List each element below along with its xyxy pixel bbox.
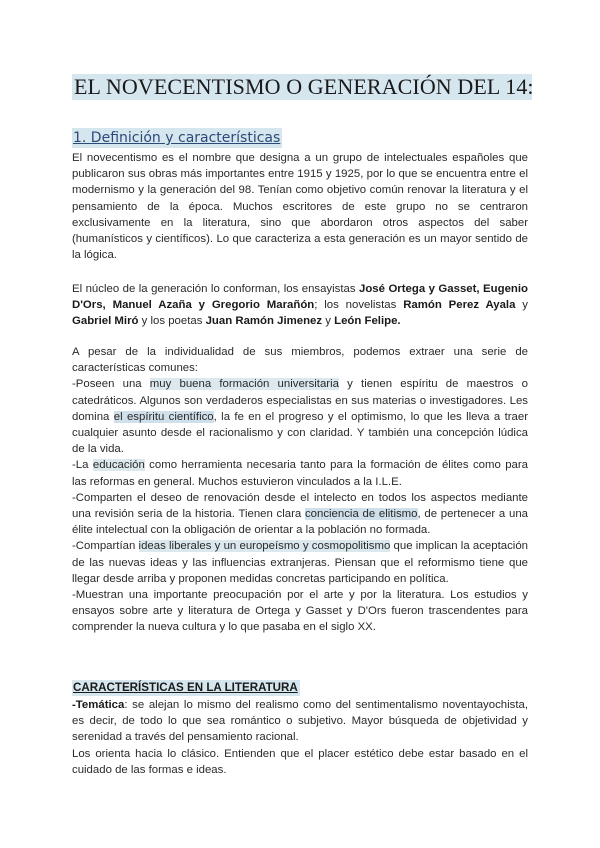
bold-author: Gabriel Miró <box>72 315 139 328</box>
highlight: el espíritu científico <box>113 410 214 423</box>
section-heading-definition: 1. Definición y características <box>73 130 281 146</box>
text-run: El núcleo de la generación lo conforman, los ensayistas <box>72 283 360 295</box>
bold-author: León Felipe. <box>334 315 401 328</box>
characteristic-item: -Muestran una importante preocupación por el arte y por la literatura. Los estudios y ensayos sobre arte y literatura de Ortega y Gasset y D'Ors fueron trascendentes para comprender la nueva cultura y lo que pasaba en el siglo XX. <box>72 589 528 634</box>
paragraph-characteristics <box>72 344 528 636</box>
text-run: y los poetas <box>138 315 206 328</box>
highlight: conciencia de elitismo <box>304 508 418 521</box>
text-run: y tienen espíritu de maestros o catedráticos. Algunos son verdaderos especialistas en sus materias o investigadores. Les domina <box>72 378 528 423</box>
text-run: y <box>515 299 528 312</box>
paragraph-members <box>72 281 528 330</box>
text-run: -Comparten el deseo de renovación desde el intelecto en todos los aspectos mediante una revisión seria de la historia. Tienen clara <box>72 491 528 521</box>
page-title: EL NOVECENTISMO O GENERACIÓN DEL 14: <box>74 74 534 99</box>
characteristic-item <box>72 490 528 539</box>
text-run: -Poseen una <box>72 378 150 391</box>
text-run: -La <box>72 459 93 472</box>
text-run: -Compartían <box>72 540 139 553</box>
text-run: , la fe en el progreso y el optimismo, lo que les lleva a traer cualquier asunto desde el racionalismo y con claridad. Y también una concepción lúdica de la vida. <box>72 410 529 456</box>
characteristic-item <box>72 376 528 457</box>
definition-text: El novecentismo es el nombre que designa a un grupo de intelectuales españoles que publicaron sus obras más importantes entre 1915 y 1925, por lo que se encuentra entre el modernismo y la generación del 98. Tenían como objetivo común renovar la literatura y el pensamiento de la época. Muchos escritores de este grupo no se centraron exclusivamente en la literatura, sino que abordaron otros aspectos del saber (humanísticos y científicos). Lo que caracteriza a esta generación es un mayor sentido de la lógica. <box>72 152 528 262</box>
characteristic-item <box>72 457 528 489</box>
paragraph-definition <box>72 150 528 263</box>
highlight: ideas liberales y un europeísmo y cosmopolitismo <box>138 540 391 553</box>
classic-text: Los orienta hacia lo clásico. Entienden que el placer estético debe estar basado en el cuidado de las formas e ideas. <box>72 747 528 776</box>
bold-author: Juan Ramón Jimenez <box>205 315 323 328</box>
text-run: : se alejan lo mismo del realismo como del sentimentalismo noventayochista, es decir, de todo lo que sea romántico o subjetivo. Mayor búsqueda de objetividad y serenidad a través del pensamiento racional. <box>72 699 528 744</box>
text-run: , de pertenecer a una élite intelectual con la obligación de orientar a la población no formada. <box>72 508 528 537</box>
text-run: y <box>322 315 335 328</box>
highlight: educación <box>92 459 145 472</box>
tematica-label: -Temática <box>72 699 125 711</box>
tematica-text <box>72 697 528 746</box>
paragraph-literature <box>72 697 528 778</box>
highlight: muy buena formación universitaria <box>149 378 339 391</box>
section-heading-literature: CARACTERÍSTICAS EN LA LITERATURA <box>73 681 298 694</box>
text-run: como herramienta necesaria tanto para la formación de élites como para las reformas en general. Muchos estuvieron vinculados a la I.L.E. <box>72 459 528 488</box>
bold-authors-essayists: José Ortega y Gasset, Eugenio D'Ors, Manuel Azaña y Gregorio Marañón <box>72 283 528 312</box>
text-run: ; los novelistas <box>314 299 404 312</box>
bold-author: Ramón Perez Ayala <box>403 299 516 312</box>
characteristic-item <box>72 538 528 587</box>
members-text <box>72 281 528 330</box>
text-run: que implican la aceptación de las nuevas ideas y las influencias extranjeras. Piensan que el reformismo tiene que llegar desde arriba y proponen medidas concretas participando en política. <box>72 540 528 585</box>
characteristics-intro: A pesar de la individualidad de sus miembros, podemos extraer una serie de características comunes: <box>72 346 528 375</box>
